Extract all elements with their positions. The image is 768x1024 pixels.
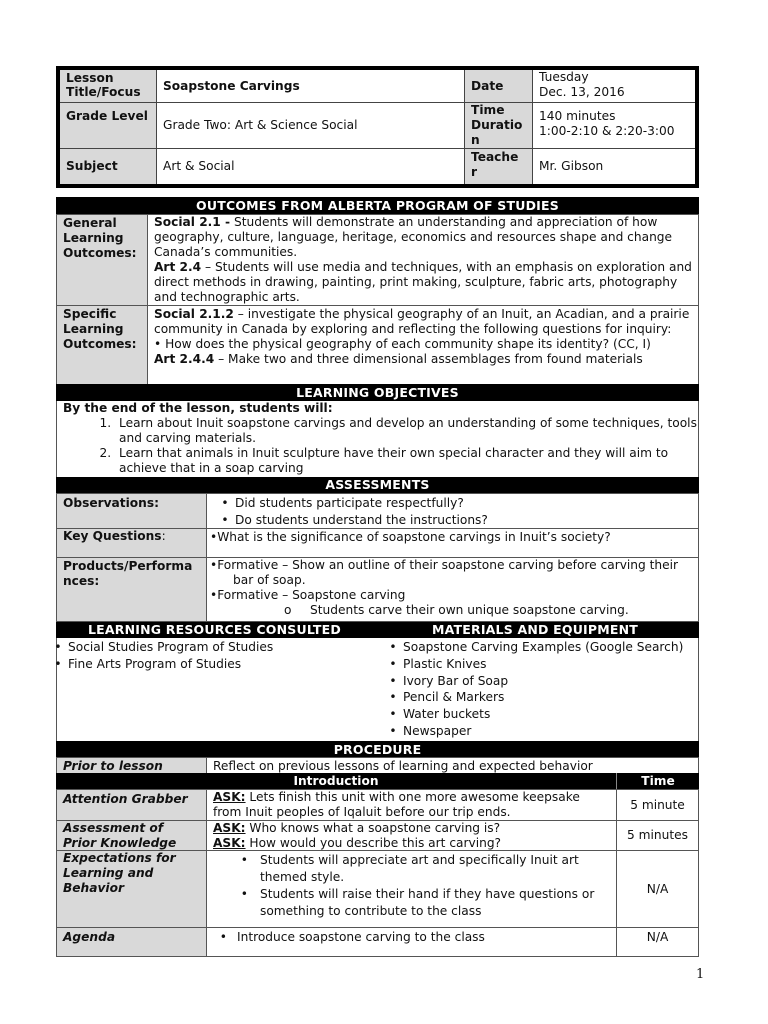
general-outcomes-text — [147, 214, 699, 306]
prior-to-lesson-label: Prior to lesson — [56, 757, 207, 774]
material-item: • Soapstone Carving Examples (Google Search) — [383, 639, 683, 656]
observation-item: • Did students participate respectfully? — [215, 495, 698, 512]
material-item: • Water buckets — [383, 706, 683, 723]
teacher-label: Teache r — [465, 149, 533, 184]
resources-heading-bar — [56, 622, 699, 638]
formative-sub-item: o Students carve their own unique soapstone carving. — [284, 603, 629, 617]
bullet-icon — [215, 513, 235, 527]
objective-item: 2. Learn that animals in Inuit sculpture have their own special character and they will aim to achieve that in a soap carving — [115, 446, 698, 476]
time-duration-value — [533, 103, 695, 149]
products-performances-text — [206, 557, 699, 622]
material-item: • Plastic Knives — [383, 656, 683, 673]
grade-level-value: Grade Two: Art & Science Social — [157, 103, 465, 149]
agenda-list — [206, 927, 617, 957]
ask-label: ASK: — [213, 790, 246, 804]
agenda-label: Agenda — [56, 927, 207, 957]
material-item: • Newspaper — [383, 723, 683, 740]
subject-label: Subject — [60, 149, 157, 184]
introduction-heading: Introduction — [56, 773, 616, 789]
bullet-icon — [383, 707, 403, 721]
prior-knowledge-time: 5 minutes — [616, 820, 699, 851]
ask-label: ASK: — [213, 821, 246, 835]
bullet-icon — [215, 496, 235, 510]
social-2-1-2-code: Social 2.1.2 — [154, 307, 234, 321]
page-number: 1 — [696, 967, 705, 982]
resources-heading: LEARNING RESOURCES CONSULTED — [88, 622, 341, 637]
bullet-icon — [48, 640, 68, 654]
bullet-icon: • — [240, 853, 248, 867]
expectations-label: Expectations for Learning and Behavior — [56, 850, 207, 928]
material-item: • Pencil & Markers — [383, 689, 683, 706]
formative-outline: •Formative – Show an outline of their soapstone carving before carving their bar of soap. — [210, 558, 679, 587]
attention-grabber-label: Attention Grabber — [56, 789, 207, 821]
time-range: 1:00-2:10 & 2:20-3:00 — [539, 124, 675, 138]
specific-outcomes-label: Specific Learning Outcomes: — [56, 305, 148, 385]
time-heading: Time — [616, 773, 699, 789]
attention-grabber-text: ASK: Lets finish this unit with one more awesome keepsake from Inuit peoples of Iqaluit before our trip ends. — [206, 789, 617, 821]
ask-label: ASK: — [213, 836, 246, 850]
art-2-4-code: Art 2.4 — [154, 260, 202, 274]
objectives-heading: LEARNING OBJECTIVES — [56, 384, 699, 401]
attention-grabber-time: 5 minute — [616, 789, 699, 821]
agenda-time: N/A — [616, 927, 699, 957]
bullet-icon — [383, 724, 403, 738]
social-2-1-text: Students will demonstrate an understanding and appreciation of how geography, culture, language, heritage, economics and resources shape and change Canada’s communities. — [154, 215, 673, 259]
bullet-icon — [383, 640, 403, 654]
bullet-icon — [383, 674, 403, 688]
material-item: • Ivory Bar of Soap — [383, 673, 683, 690]
social-2-1-2-text: – investigate the physical geography of an Inuit, an Acadian, and a prairie community in Canada by exploring and reflecting the following questions for inquiry: — [154, 307, 690, 336]
observation-item: • Do students understand the instructions? — [215, 512, 698, 529]
bullet-icon: • — [219, 930, 227, 944]
date-label: Date — [465, 70, 533, 103]
resource-item: • Fine Arts Program of Studies — [48, 656, 273, 673]
specific-outcomes-text — [147, 305, 699, 385]
prior-knowledge-label: Assessment of Prior Knowledge — [56, 820, 207, 851]
key-questions-label: Key Questions: — [56, 528, 207, 558]
prior-knowledge-q1: ASK: Who knows what a soapstone carving is? — [213, 821, 501, 835]
resources-list — [48, 639, 273, 673]
observations-label: Observations: — [56, 493, 207, 529]
outcomes-heading: OUTCOMES FROM ALBERTA PROGRAM OF STUDIES — [56, 197, 699, 214]
objective-item: 1. Learn about Inuit soapstone carvings and develop an understanding of some techniques, tools and carving materials. — [115, 416, 698, 446]
prior-knowledge-questions — [206, 820, 617, 851]
materials-list — [383, 639, 683, 740]
art-2-4-4-text: – Make two and three dimensional assemblages from found materials — [214, 352, 643, 366]
formative-carving: •Formative – Soapstone carving — [210, 588, 406, 602]
grade-level-label: Grade Level — [60, 103, 157, 149]
time-minutes: 140 minutes — [539, 109, 616, 123]
lesson-header-table — [56, 66, 699, 188]
bullet-icon — [48, 657, 68, 671]
general-outcomes-label: General Learning Outcomes: — [56, 214, 148, 306]
resource-item: • Social Studies Program of Studies — [48, 639, 273, 656]
social-2-1-code: Social 2.1 - — [154, 215, 231, 229]
teacher-value: Mr. Gibson — [539, 159, 604, 173]
lesson-title-label: Lesson Title/Focus — [60, 70, 157, 103]
inquiry-question: • How does the physical geography of each community shape its identity? (CC, I) — [154, 337, 651, 351]
bullet-icon: • — [240, 887, 248, 901]
expectations-list — [206, 850, 617, 928]
objectives-intro: By the end of the lesson, students will: — [63, 401, 333, 415]
date-full: Dec. 13, 2016 — [539, 85, 625, 99]
bullet-icon — [383, 690, 403, 704]
art-2-4-4-code: Art 2.4.4 — [154, 352, 215, 366]
expectation-item: • Students will appreciate art and specifically Inuit art themed style. — [207, 852, 608, 886]
objectives-box — [56, 401, 699, 478]
objectives-list — [63, 416, 698, 476]
time-duration-label: Time Duratio n — [465, 103, 533, 149]
expectation-item: • Students will raise their hand if they have questions or something to contribute to the class — [207, 886, 608, 920]
products-performances-label: Products/Performa nces: — [56, 557, 207, 622]
expectations-time: N/A — [616, 850, 699, 928]
bullet-icon — [383, 657, 403, 671]
prior-knowledge-q2: ASK: How would you describe this art carving? — [213, 836, 502, 850]
lesson-title-value: Soapstone Carvings — [157, 70, 465, 103]
date-value — [533, 70, 695, 103]
procedure-heading: PROCEDURE — [56, 741, 699, 758]
art-2-4-text: – Students will use media and techniques, with an emphasis on exploration and direct methods in drawing, painting, print making, sculpture, fabric arts, photography and technographic arts. — [154, 260, 692, 304]
assessments-heading: ASSESSMENTS — [56, 477, 699, 493]
prior-to-lesson-text: Reflect on previous lessons of learning and expected behavior — [206, 757, 699, 774]
key-question-text: •What is the significance of soapstone carvings in Inuit’s society? — [206, 528, 699, 558]
agenda-item: • Introduce soapstone carving to the class — [207, 930, 616, 945]
observations-list — [206, 493, 699, 529]
date-day: Tuesday — [539, 70, 589, 84]
materials-heading: MATERIALS AND EQUIPMENT — [432, 622, 639, 637]
subject-value: Art & Social — [157, 149, 465, 184]
